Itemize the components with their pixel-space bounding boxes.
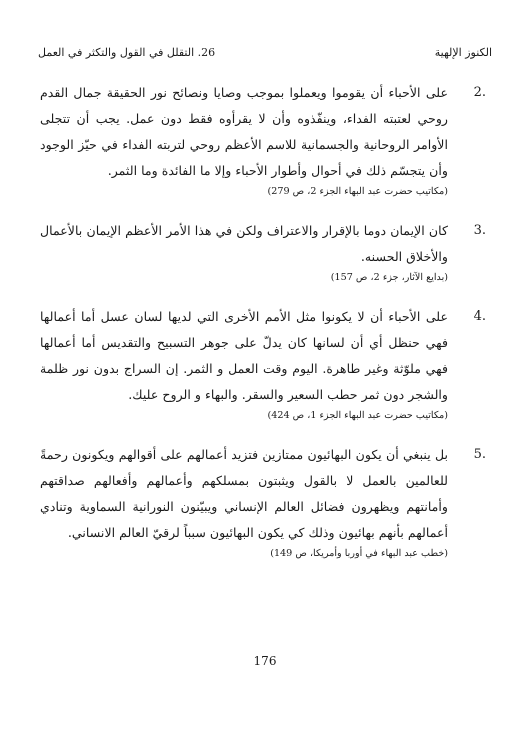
quotation-source: (مكاتيب حضرت عبد البهاء الجزء 1، ص 424) xyxy=(267,410,448,421)
page-number: 176 xyxy=(253,654,277,668)
quotation-item xyxy=(40,442,492,562)
quotation-text: على الأحباء أن لا يكونوا مثل الأمم الأخرى التي لديها لسان عسل أما أعمالها فهي حنظل أي أن لسانها كان يدلّ على جوهر التسبيح والتقديس أما أعمالها فهي ملوّثة وغير طاهرة. اليوم وقت العمل و الثمر. إن السراج بدون نور ظلمة والشجر دون ثمر حطب السعير والسقر. والبهاء و الروح عليك. xyxy=(40,309,448,402)
quotation-number: 4. xyxy=(473,309,486,324)
quotation-source: (بدايع الآثار، جزء 2، ص 157) xyxy=(330,272,448,283)
quotation-number: 5. xyxy=(473,447,486,462)
quotation-item xyxy=(40,80,492,200)
quotation-item xyxy=(40,218,492,286)
quotation-text: بل ينبغي أن يكون البهائيون ممتازين فتزيد أعمالهم على أقوالهم ويكونون رحمةً للعالمين بالعمل لا بالقول ويثبتون بمسلكهم وأعمالهم وأفعالهم صداقتهم وأمانتهم ويظهرون فضائل العالم الإنساني ويبيّنون النورانية السماوية وتنادي أعمالهم بأنهم بهائيون وذلك كي يكون البهائيون سبباً لرقيّ العالم الانساني. xyxy=(40,447,448,540)
quotation-number: 3. xyxy=(473,223,486,238)
quotation-text: كان الإيمان دوما بالإقرار والاعتراف ولكن في هذا الأمر الأعظم الإيمان بالأعمال والأخلاق الحسنه. xyxy=(40,223,448,264)
quotation-number: 2. xyxy=(473,85,486,100)
quotation-source: (خطب عبد البهاء في أوربا وأمريكا، ص 149) xyxy=(270,548,448,559)
running-head-chapter-title: 26. التقلل في القول والتكثر في العمل xyxy=(38,46,216,59)
running-head-book-title: الكنوز الإلهية xyxy=(434,46,492,59)
quotation-text: على الأحباء أن يقوموا ويعملوا بموجب وصايا ونصائح نور الحقيقة جمال القدم روحي لعتبته الفداء، وينفّذوه وأن لا يقرأوه فقط دون عمل. يجب أن تتجلى الأوامر الروحانية والجسمانية للاسم الأعظم روحي لتربته الفداء في حيّز الوجود وأن يتجسّم ذلك في أحوال وأطوار الأحباء وإلا ما الفائدة وما الثمر. xyxy=(40,85,448,178)
quotation-source: (مكاتيب حضرت عبد البهاء الجزء 2، ص 279) xyxy=(267,186,448,197)
page-header xyxy=(38,44,492,62)
quotation-list xyxy=(40,80,492,580)
quotation-item xyxy=(40,304,492,424)
